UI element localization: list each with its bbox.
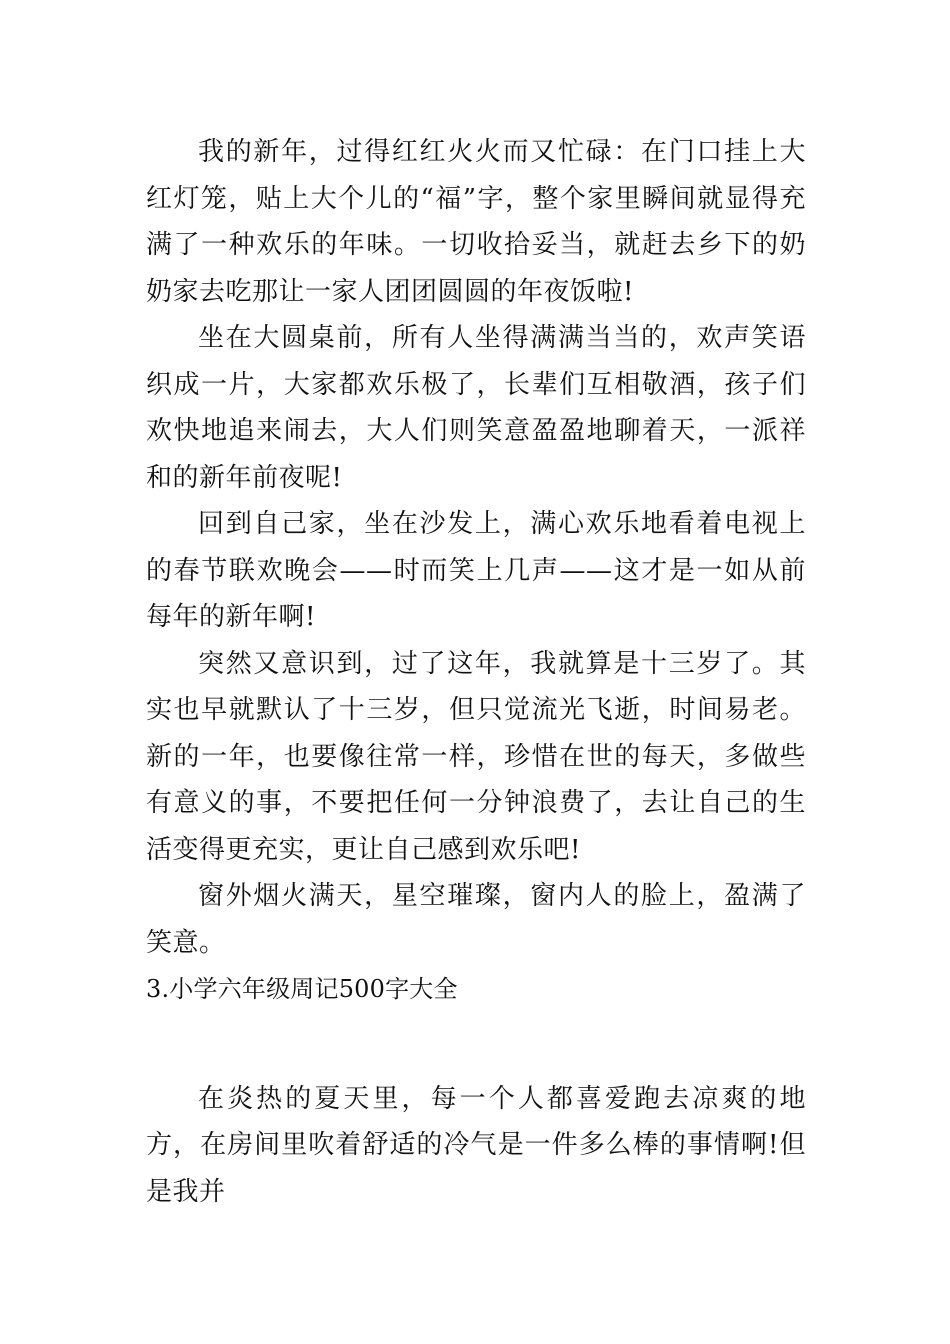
paragraph-new-year-busy: 我的新年，过得红红火火而又忙碌：在门口挂上大红灯笼，贴上大个儿的“福”字，整个家里瞬间就显得充满了一种欢乐的年味。一切收拾妥当，就赶去乡下的奶奶家去吃那让一家人团团圆圆的年夜饭啦! [146,137,806,307]
paragraph-summer: 在炎热的夏天里，每一个人都喜爱跑去凉爽的地方，在房间里吹着舒适的冷气是一件多么棒的事情啊!但是我并 [146,1083,806,1207]
document-body [146,129,806,1215]
paragraph-thirteen: 突然又意识到，过了这年，我就算是十三岁了。其实也早就默认了十三岁，但只觉流光飞逝，时间易老。新的一年，也要像往常一样，珍惜在世的每天，多做些有意义的事，不要把任何一分钟浪费了，去让自己的生活变得更充实，更让自己感到欢乐吧! [146,648,806,865]
paragraph-round-table: 坐在大圆桌前，所有人坐得满满当当的，欢声笑语织成一片，大家都欢乐极了，长辈们互相敬酒，孩子们欢快地追来闹去，大人们则笑意盈盈地聊着天，一派祥和的新年前夜呢! [146,323,806,493]
paragraph-fireworks: 窗外烟火满天，星空璀璨，窗内人的脸上，盈满了笑意。 [146,881,806,958]
section-heading: 3.小学六年级周记500字大全 [146,975,458,1003]
paragraph-spring-gala: 回到自己家，坐在沙发上，满心欢乐地看着电视上的春节联欢晚会——时而笑上几声——这才是一如从前每年的新年啊! [146,509,806,632]
blank-gap [146,1013,806,1076]
